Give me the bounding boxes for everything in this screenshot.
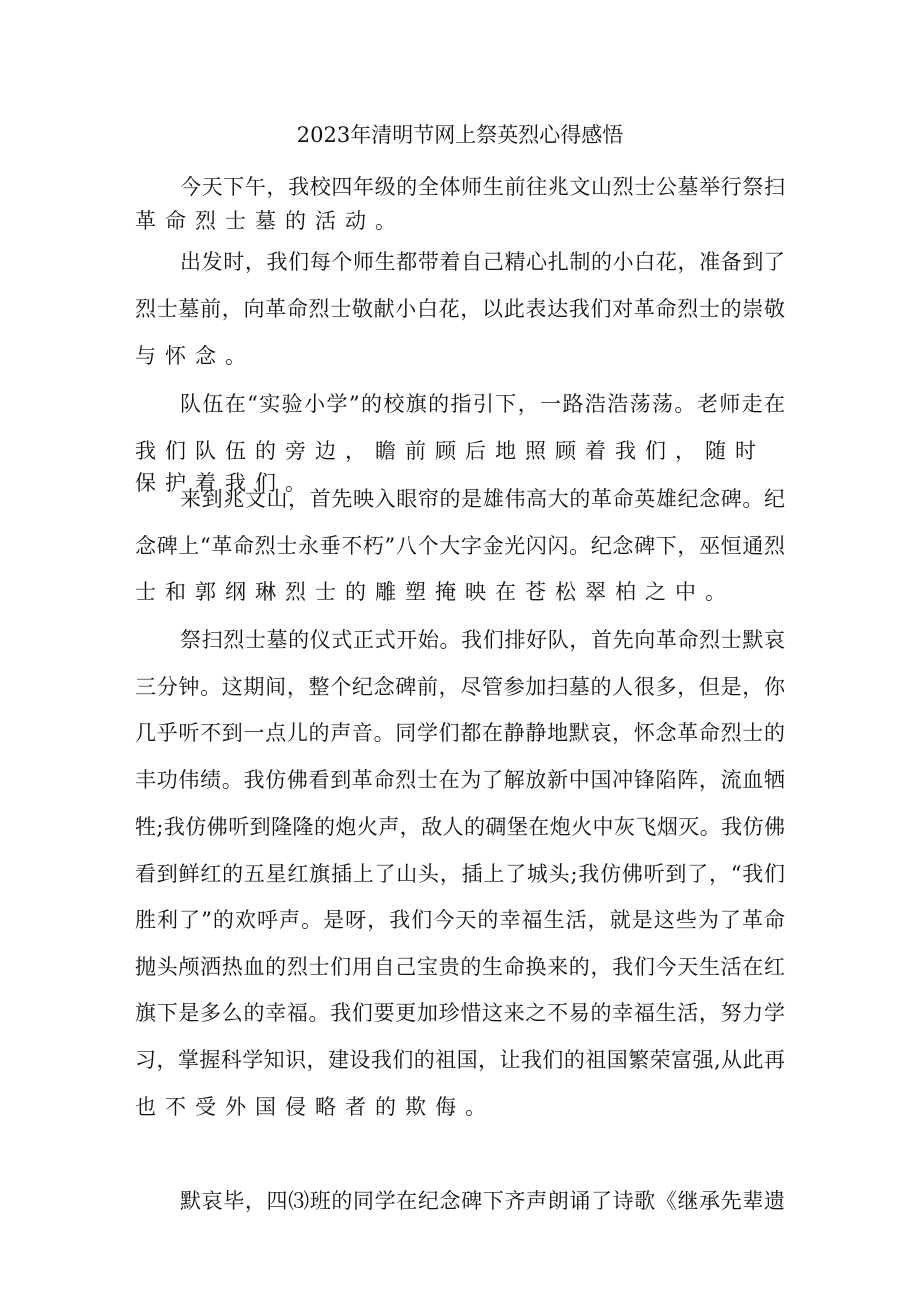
paragraph-5-line: 旗下是多么的幸福。我们要更加珍惜这来之不易的幸福生活，努力学: [135, 1001, 785, 1025]
paragraph-5-line: 祭扫烈士墓的仪式正式开始。我们排好队，首先向革命烈士默哀: [180, 628, 785, 652]
paragraph-3-line: 队伍在“实验小学”的校旗的指引下，一路浩浩荡荡。老师走在: [180, 392, 785, 416]
paragraph-1-line: 革命烈士墓的活动。: [135, 209, 405, 233]
paragraph-5-line: 也不受外国侵略者的欺侮。: [135, 1095, 495, 1119]
paragraph-2-line: 烈士墓前，向革命烈士敬献小白花，以此表达我们对革命烈士的崇敬: [135, 297, 785, 321]
paragraph-4-line: 士和郭纲琳烈士的雕塑掩映在苍松翠柏之中。: [135, 580, 735, 604]
paragraph-5-line: 丰功伟绩。我仿佛看到革命烈士在为了解放新中国冲锋陷阵，流血牺: [135, 768, 785, 792]
paragraph-5-line: 习，掌握科学知识，建设我们的祖国，让我们的祖国繁荣富强,从此再: [135, 1048, 785, 1072]
paragraph-6-line: 默哀毕，四⑶班的同学在纪念碑下齐声朗诵了诗歌《继承先辈遗: [180, 1189, 785, 1213]
paragraph-5-line: 几乎听不到一点儿的声音。同学们都在静静地默哀，怀念革命烈士的: [135, 721, 785, 745]
paragraph-2-line: 出发时，我们每个师生都带着自己精心扎制的小白花，准备到了: [180, 250, 785, 274]
paragraph-5-line: 牲;我仿佛听到隆隆的炮火声，敌人的碉堡在炮火中灰飞烟灭。我仿佛: [135, 815, 785, 839]
paragraph-5-line: 看到鲜红的五星红旗插上了山头，插上了城头;我仿佛听到了，“我们: [135, 862, 785, 886]
paragraph-4-line: 念碑上“革命烈士永垂不朽”八个大字金光闪闪。纪念碑下，巫恒通烈: [135, 534, 785, 558]
paragraph-5-line: 胜利了”的欢呼声。是呀，我们今天的幸福生活，就是这些为了革命: [135, 908, 785, 932]
paragraph-5-line: 三分钟。这期间，整个纪念碑前，尽管参加扫墓的人很多，但是，你: [135, 675, 785, 699]
paragraph-3-line: 我们队伍的旁边，瞻前顾后地照顾着我们，随时保护着我们。: [135, 439, 765, 495]
paragraph-4-line: 来到兆文山，首先映入眼帘的是雄伟高大的革命英雄纪念碑。纪: [180, 487, 785, 511]
paragraph-5-line: 抛头颅洒热血的烈士们用自己宝贵的生命换来的，我们今天生活在红: [135, 955, 785, 979]
paragraph-1-line: 今天下午，我校四年级的全体师生前往兆文山烈士公墓举行祭扫: [180, 175, 785, 199]
paragraph-2-line: 与怀念。: [135, 344, 255, 368]
page-title: 2023年清明节网上祭英烈心得感悟: [296, 123, 624, 147]
